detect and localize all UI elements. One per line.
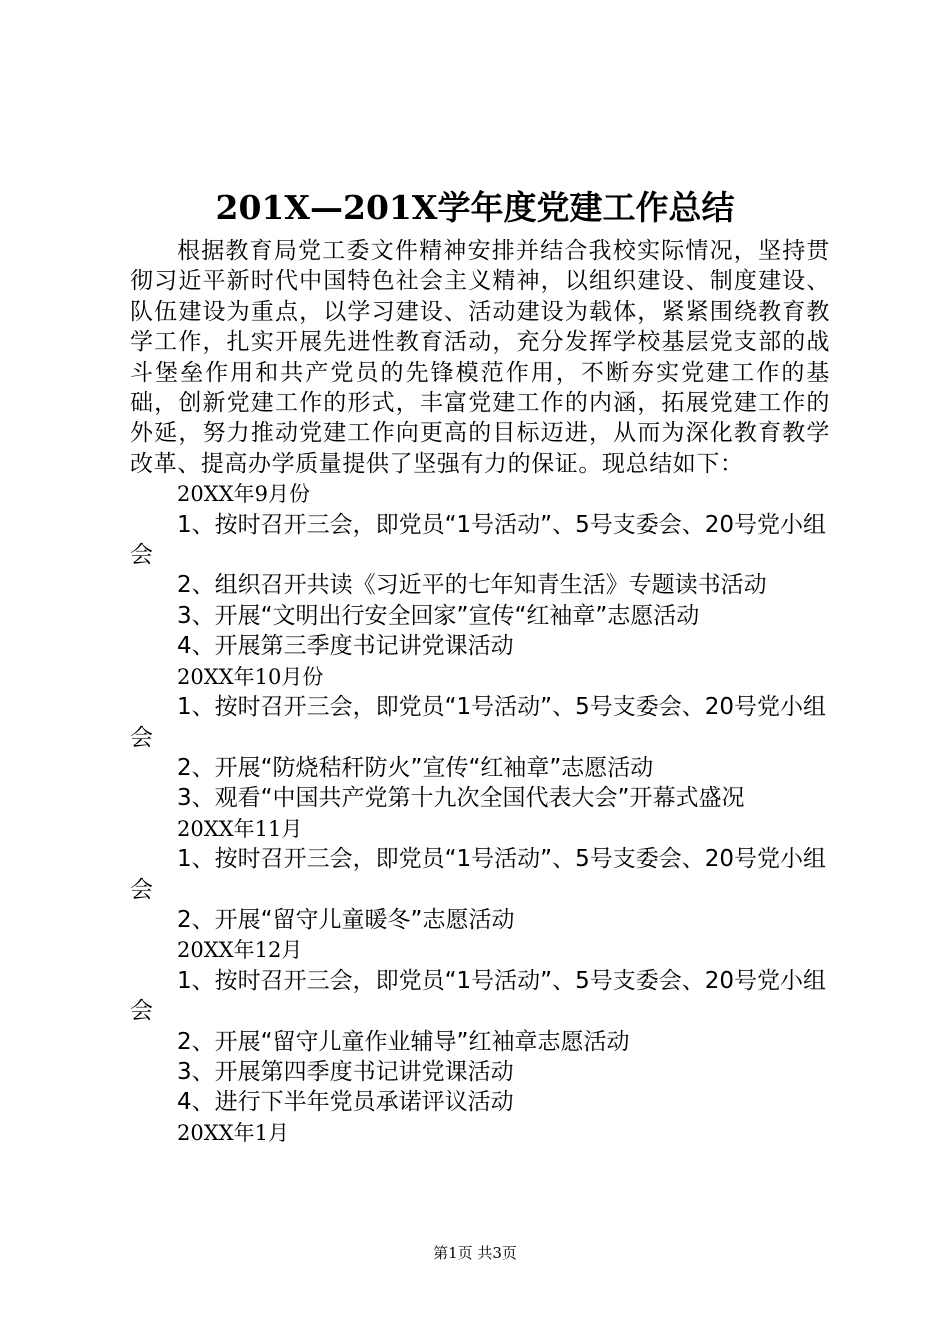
section-october [130,662,830,814]
intro-paragraph: 根据教育局党工委文件精神安排并结合我校实际情况，坚持贯彻习近平新时代中国特色社会主义精神，以组织建设、制度建设、队伍建设为重点，以学习建设、活动建设为载体，紧紧围绕教育教学工作，扎实开展先进性教育活动，充分发挥学校基层党支部的战斗堡垒作用和共产党员的先锋模范作用，不断夯实党建工作的基础，创新党建工作的形式，丰富党建工作的内涵，拓展党建工作的外延，努力推动党建工作向更高的目标迈进，从而为深化教育教学改革、提高办学质量提供了坚强有力的保证。现总结如下： [130,238,830,477]
section-january [130,1118,830,1148]
list-item: 1、按时召开三会，即党员“1号活动”、5号支委会、20号党小组会 [130,694,826,751]
month-heading: 20XX年12月 [177,938,303,963]
month-heading: 20XX年1月 [177,1120,289,1145]
page-footer: 第1页 共3页 [433,1244,517,1262]
list-item: 2、开展“防烧秸秆防火”宣传“红袖章”志愿活动 [177,754,654,781]
month-heading: 20XX年10月份 [177,664,324,689]
document-body [130,236,830,1148]
list-item: 3、观看“中国共产党第十九次全国代表大会”开幕式盛况 [177,785,745,812]
list-item: 4、开展第三季度书记讲党课活动 [177,633,514,660]
list-item: 1、按时召开三会，即党员“1号活动”、5号支委会、20号党小组会 [130,511,826,569]
list-item: 3、开展“文明出行安全回家”宣传“红袖章”志愿活动 [177,602,700,629]
section-september [130,479,830,661]
list-item: 2、组织召开共读《习近平的七年知青生活》专题读书活动 [177,572,767,599]
month-heading: 20XX年9月份 [177,482,310,507]
list-item: 4、进行下半年党员承诺评议活动 [177,1089,514,1116]
month-heading: 20XX年11月 [177,816,303,841]
list-item: 3、开展第四季度书记讲党课活动 [177,1058,514,1085]
section-december [130,935,830,1117]
list-item: 2、开展“留守儿童暖冬”志愿活动 [177,906,515,933]
list-item: 1、按时召开三会，即党员“1号活动”、5号支委会、20号党小组会 [130,846,826,903]
list-item: 2、开展“留守儿童作业辅导”红袖章志愿活动 [177,1028,630,1055]
section-november [130,814,830,936]
list-item: 1、按时召开三会，即党员“1号活动”、5号支委会、20号党小组会 [130,967,826,1025]
document-title: 201X—201X学年度党建工作总结 [215,188,735,227]
